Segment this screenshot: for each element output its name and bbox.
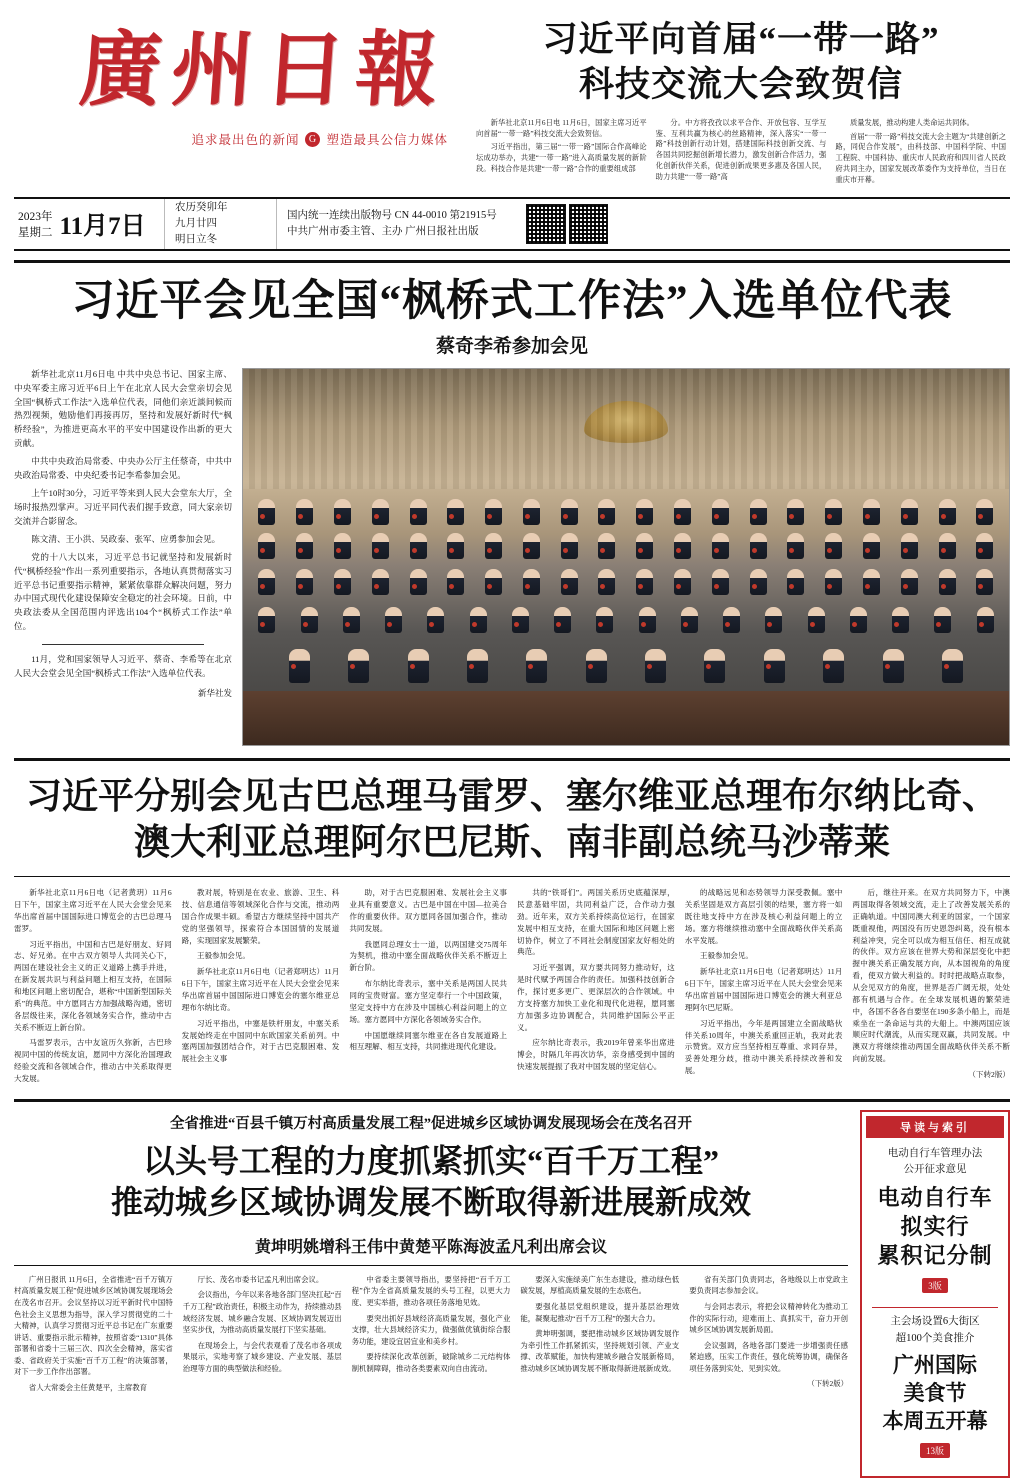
lead-headline-line1: 习近平向首届“一带一路”	[542, 20, 940, 59]
qr-code-icon[interactable]	[526, 204, 566, 244]
story1-para-5: 党的十八大以来，习近平总书记就坚持和发展新时代“枫桥经验”作出一系列重要指示，各地认真贯彻落实习近平总书记重要指示精神，紧紧依靠群众解决问题，努力办中国式现代化建设保障安全稳定的社会环境。日前，中央政法委从全国范围内评选出104个“枫桥式工作法”单位。	[14, 551, 232, 632]
story3-c3-p3: 要持续深化改革创新，破除城乡二元结构体制机制障碍，推动各类要素双向自由流动。	[351, 1352, 511, 1373]
qr-code-icon-2[interactable]	[569, 204, 609, 244]
story2-column-3	[349, 887, 507, 1089]
lunar-date-block	[164, 199, 276, 249]
story2-headline-line2: 澳大利亚总理阿尔巴尼斯、南非副总统马沙蒂莱	[133, 822, 890, 863]
index-item-1-sub-line2: 公开征求意见	[903, 1164, 967, 1176]
lead-para-4: 质量发展，推动构建人类命运共同体。	[849, 117, 974, 127]
story2-c5-p4: 习近平指出，今年是两国建立全面战略伙伴关系10周年，中澳关系重回正轨，我对此表示赞赏。双方应当坚持相互尊重、求同存异，妥善处理分歧，推动中澳关系持续改善和发展。	[684, 1018, 843, 1076]
date-block	[14, 199, 164, 249]
story2-c3-p2: 我愿同总理女士一道，以两国建交75周年为契机，推动中塞全面战略伙伴关系不断迈上新台阶。	[349, 939, 508, 973]
story3-column-4	[520, 1274, 679, 1397]
issue-number: 国内统一连续出版物号 CN 44-0010 第21915号	[287, 209, 497, 221]
story2-c5-p1: 的战略远见和态势领导力深受教佩。塞中关系坚固是双方高层引领的结果，塞方将一如既往地支持中方在涉及核心利益问题上的立场。塞方将继续推动塞中全面战略伙伴关系高水平发展。	[684, 888, 843, 945]
photo-floor	[243, 691, 1009, 745]
info-bar	[14, 197, 1010, 251]
index-item-1-title-line1: 电动自行车	[877, 1185, 993, 1211]
story1-caption-text: 11月，党和国家领导人习近平、蔡奇、李希等在北京人民大会堂会见全国“枫桥式工作法”入选单位代表。	[14, 654, 232, 679]
story3-c2-p1: 厅长、茂名市委书记孟凡利出席会议。	[197, 1274, 324, 1284]
story1-body	[14, 368, 1010, 746]
story1-para-2: 中共中央政治局常委、中央办公厅主任蔡奇，中共中央政治局常委、中央纪委书记李希参加会见。	[14, 456, 232, 481]
story3-body	[14, 1265, 848, 1397]
story2-column-4	[517, 887, 675, 1089]
story2-continue-note: （下转2版）	[968, 1069, 1011, 1079]
story3-c1-p1: 广州日报讯 11月6日，全省推进“百千万镇万村高质量发展工程”促进城乡区域协调发展现场会在茂名市召开。会议坚持以习近平新时代中国特色社会主义思想为指导，深入学习贯彻党的二十大精神，认真学习贯彻习近平总书记在广东重要讲话、重要指示批示精神，按照省委“1310”具体部署和省委十三届三次、四次全会精神，落实省委、省政府关于实施“百千万工程”的决策部署，对下一步工作作出部署。	[14, 1274, 173, 1377]
story3-headline-line2: 推动城乡区域协调发展不断取得新进展新成效	[110, 1184, 751, 1221]
photo-row-3	[258, 569, 993, 595]
story3	[14, 1102, 848, 1478]
story2-c4-p3: 应尔纳比奇表示，我2019年曾来华出席进博会，时隔几年再次访华，亲身感受到中国的快速发展提振了我对中国发展的坚定信心。	[517, 1038, 675, 1072]
lead-body	[472, 118, 1010, 190]
story2-column-2	[182, 887, 340, 1089]
lead-headline	[472, 14, 1010, 108]
index-item-2-sub-line2: 超100个美食推介	[895, 1332, 975, 1344]
group-photo	[242, 368, 1010, 746]
masthead-logo-block	[14, 14, 466, 148]
story2-headline	[14, 761, 1010, 877]
story3-c5-p3: 会议强调，各地各部门要进一步增强责任感紧迫感，压实工作责任，强化统筹协调，确保各项任务落到实处、见到实效。	[689, 1340, 848, 1373]
index-item-2-title-line1: 广州国际	[893, 1352, 977, 1377]
story3-headline-line1: 以头号工程的力度抓紧抓实“百千万工程”	[142, 1142, 719, 1179]
lead-column-1	[476, 118, 647, 190]
story2-c1-p2: 习近平指出，中国和古巴是好朋友、好同志、好兄弟。在中古双方领导人共同关心下，两国在建设社会主义的正义道路上携手并进，在新发展共识与利益问题上相互支持，在国际和地区问题上密切配合，堪称“中国新型国际关系”的典范。中方愿同古方加强战略沟通，密切各层级往来，深化各领域务实合作，推动中古关系不断迈上新台阶。	[14, 939, 172, 1032]
index-item-1-title-line2: 拟实行	[900, 1214, 970, 1240]
lead-column-3	[835, 118, 1006, 190]
lead-column-2	[656, 118, 827, 190]
story1-photo-wrapper	[242, 368, 1010, 746]
story1-text-column	[14, 368, 232, 746]
photo-drape	[243, 369, 1009, 489]
story3-c4-p3: 黄坤明强调，要把推动城乡区域协调发展作为牵引性工作抓紧抓实，坚持规划引领、产业支撑、改革赋能，加快构建城乡融合发展新格局，推动城乡区域协调发展不断取得新进展新成效。	[520, 1329, 680, 1373]
story2-column-5	[685, 887, 843, 1089]
masthead	[14, 0, 1010, 189]
story2-c2-p1: 教对展，特别是在农业、旅游、卫生、科技、信息通信等领域深化合作与交流，推动两国合作成果丰硕。希望古方继续坚持中国共产党的坚强领导，探索符合本国国情的发展道路，实现国家发展繁荣。	[181, 888, 340, 945]
qr-block[interactable]	[526, 199, 612, 249]
story1-subhead: 蔡奇李希参加会见	[435, 335, 588, 357]
story3-c3-p2: 要突出抓好县域经济高质量发展，强化产业支撑，壮大县域经济实力，做强做优镇街综合服务功能，建设宜居宜业和美乡村。	[351, 1313, 511, 1346]
story3-c5-p1: 省有关部门负责同志，各地级以上市党政主要负责同志参加会议。	[689, 1274, 848, 1296]
story2-c6-p1: 后，继往开来。在双方共同努力下，中澳两国取得各领域交流，走上了改善发展关系的正确轨道。中国同澳大利亚的国家，一个国家既重视他，两国没有历史恩怨纠葛，没有根本利益冲突，完全可以成为相互信任、相互成就的伙伴。双方应该在世界大势和深层变化中把握中澳关系正确发展方向，从本国视角的角度看，使双方做大利益的。时时把战略点取参，从会见双方的角度，世界是否广阔无垠，处处都有机遇与合作。在全球发展机遇的繁荣进中，各国不各各自要坚在190多条小船上，而是乘坐在一条命运与共的大船上。中澳两国应该顺应时代潮流，从而实现双赢，共同发展。中澳双方将继续推动两国全面战略伙伴关系不断向前发展。	[852, 888, 1011, 1064]
index-item-2-title-line3: 本周五开幕	[882, 1409, 988, 1434]
publisher-info: 中共广州市委主管、主办 广州日报社出版	[287, 226, 479, 238]
index-item-2-title[interactable]	[870, 1351, 1000, 1435]
story2-c5-p2: 王毅参加会见。	[699, 951, 754, 961]
index-item-1-title[interactable]	[870, 1183, 1000, 1270]
story2-body	[14, 877, 1010, 1089]
index-box-title: 导读与索引	[866, 1116, 1004, 1138]
year-label: 2023年	[18, 211, 53, 224]
issue-info-block	[276, 199, 526, 249]
index-item-2-title-line2: 美食节	[903, 1381, 967, 1406]
story2-c4-p2: 习近平强调，双方要共同努力推动好，这是时代赋予两国合作的责任。加强科技创新合作，探讨更多更广、更深层次的合作领域。中方支持塞方加快工业化和现代化进程，愿同塞方加强多边协调配合，共同维护国际公平正义。	[517, 963, 675, 1032]
photo-row-2	[258, 533, 993, 559]
lunar-line-3: 明日立冬	[175, 234, 217, 246]
photo-row-4	[258, 607, 993, 633]
story1-headline: 习近平会见全国“枫桥式工作法”入选单位代表	[71, 278, 953, 326]
story3-c5-p2: 与会同志表示，将把会议精神转化为推动工作的实际行动，迎难而上、真抓实干，奋力开创城乡区域协调发展新局面。	[689, 1302, 848, 1335]
photo-row-1	[258, 499, 993, 525]
story3-c4-p2: 要强化基层党组织建设，提升基层治理效能，凝聚起推动“百千万工程”的强大合力。	[520, 1302, 680, 1323]
story2-c3-p4: 中国愿继续同塞尔维亚在各自发展道路上相互理解、相互支持，共同推进现代化建设。	[349, 1030, 508, 1052]
index-item-2-page-badge[interactable]: 13版	[920, 1443, 950, 1458]
story3-subhead: 黄坤明姚增科王伟中黄楚平陈海波孟凡利出席会议	[254, 1238, 607, 1256]
story3-column-5	[689, 1274, 848, 1397]
masthead-slogan	[14, 130, 466, 148]
lead-headline-line2: 科技交流大会致贺信	[578, 64, 903, 104]
index-divider	[872, 1307, 998, 1308]
story2-column-6	[852, 887, 1010, 1089]
story2-c4-p1: 共的“铁哥们”。两国关系历史底蕴深厚，民意基础牢固，共同利益广泛，合作动力强劲。近年来，双方关系持续高位运行，在国家发展中相互支持，在重大国际和地区问题上密切协作，树立了不同社会制度国家友好相处的典范。	[517, 888, 675, 957]
story3-column-1	[14, 1274, 173, 1397]
story3-continue-note: （下转2版）	[807, 1379, 848, 1389]
lead-para-1: 新华社北京11月6日电 11月6日，国家主席习近平向首届“一带一路”科技交流大会致贺信。	[476, 117, 647, 138]
story2-c1-p1: 新华社北京11月6日电（记者黄玥）11月6日下午，国家主席习近平在人民大会堂会见来华出席首届中国国际进口博览会的古巴总理马雷罗。	[14, 888, 172, 933]
masthead-lead-story	[466, 14, 1010, 189]
story3-kicker: 全省推进“百县千镇万村高质量发展工程”促进城乡区域协调发展现场会在茂名召开	[170, 1115, 692, 1132]
story2-c3-p3: 布尔纳比奇表示，塞中关系是两国人民共同的宝贵财富。塞方坚定奉行一个中国政策，坚定支持中方在涉及中国核心利益问题上的立场。塞方愿同中方深化各领域务实合作。	[349, 979, 508, 1024]
story2-headline-line1: 习近平分别会见古巴总理马雷罗、塞尔维亚总理布尔纳比奇、	[25, 775, 998, 816]
index-item-2-sub	[870, 1314, 1000, 1347]
photo-row-5	[289, 649, 963, 683]
story3-c2-p2: 会议指出，今年以来各地各部门坚决扛起“百千万工程”政治责任，积极主动作为，持续推动县域经济发展、城乡融合发展、区域协调发展迈出坚实步伐，为推动高质量发展打下坚实基础。	[182, 1290, 342, 1335]
story2-c3-p1: 助，对于古巴克服困难、发展社会主义事业具有重要意义。古巴是中国在中国—拉美合作的重要伙伴。双方愿同各国加强合作，推动共同发展。	[349, 888, 508, 933]
story3-c1-p2: 省人大常委会主任黄楚平，主席教育	[28, 1382, 148, 1392]
story2-c2-p2: 王毅参加会见。	[196, 951, 251, 961]
slogan-right: 塑造最具公信力媒体	[326, 133, 448, 148]
story1-credit: 新华社发	[197, 688, 232, 699]
brand-mark-icon: G	[305, 132, 320, 147]
story1-para-4: 陈文清、王小洪、吴政泰、张军、应勇参加会见。	[31, 533, 221, 544]
index-item-1-sub	[870, 1146, 1000, 1179]
lead-para-3: 分。中方将孜孜以求平合作、开放包容、互学互鉴、互利共赢为核心的丝路精神，深入落实“一带一路”科技创新行动计划，搭建国际科技创新交流、与各国共同挖掘创新增长潜力，激发创新合作活力，强化创新伙伴关系，促进创新成果更多惠及各国人民，助力共建“一带一路”高	[655, 117, 827, 182]
story2-c1-p3: 马雷罗表示，古中友谊历久弥新，古巴珍视同中国的传统友谊，愿同中方深化治国理政经验交流和各领域合作，推动古中关系取得更大发展。	[14, 1038, 172, 1083]
lead-para-2: 习近平指出，第三届“一带一路”国际合作高峰论坛成功举办，共建“一带一路”进入高质量发展的新阶段。科技合作是共建“一带一路”合作的重要组成部	[476, 142, 647, 174]
story1-para-3: 上午10时30分，习近平等来到人民大会堂东大厅，全场时报热烈掌声。习近平同代表们握手致意，同大家亲切交流并合影留念。	[14, 488, 232, 526]
index-item-1-page-badge[interactable]: 3版	[922, 1278, 948, 1293]
lunar-line-2: 九月廿四	[175, 218, 217, 230]
story2-c5-p3: 新华社北京11月6日电（记者郑明达）11月6日下午，国家主席习近平在人民大会堂会见来华出席首届中国国际进口博览会的澳大利亚总理阿尔巴尼斯。	[684, 967, 843, 1012]
lead-para-5: 首届“一带一路”科技交流大会主题为“共建创新之路，同促合作发展”，由科技部、中国科学院、中国工程院、中国科协、重庆市人民政府和四川省人民政府共同主办，国家发展改革委作为支持单位，当日在重庆市开幕。	[835, 131, 1007, 185]
story2-c2-p4: 习近平指出，中塞是铁杆朋友，中塞关系发展始终走在中国同中东欧国家关系前列。中塞两国加强团结合作，对于古巴克服困难、发展社会主义事	[181, 1018, 340, 1064]
newspaper-logo: 廣州日報	[76, 25, 451, 116]
story2-column-1	[14, 887, 172, 1089]
date-label: 11月7日	[59, 213, 146, 241]
story3-column-2	[183, 1274, 342, 1397]
story3-c2-p3: 在现场会上，与会代表观看了茂名市各项成果展示，实地考察了城乡建设、产业发展、基层治理等方面的典型做法和经验。	[182, 1340, 342, 1373]
story1-para-1: 新华社北京11月6日电 中共中央总书记、国家主席、中央军委主席习近平6日上午在北京人民大会堂亲切会见全国“枫桥式工作法”入选单位代表，同他们亲近談间候而热烈视频，勉励他们再接再厉，坚持和发展好新时代“枫桥经验”，为推进更高水平的平安中国建设作出新的更大贡献。	[14, 368, 232, 449]
weekday-label: 星期二	[18, 227, 53, 240]
story1-inner-divider	[42, 644, 204, 645]
story3-c4-p1: 要深入实施绿美广东生态建设，推动绿色低碳发展，厚植高质量发展的生态底色。	[520, 1274, 680, 1296]
index-item-1-sub-line1: 电动自行车管理办法	[887, 1147, 983, 1159]
story3-c3-p1: 中省委主要领导指出，要坚持把“百千万工程”作为全省高质量发展的头号工程，以更大力度、更实举措，推动各项任务落地见效。	[351, 1274, 511, 1308]
story3-column-3	[352, 1274, 511, 1397]
lunar-line-1: 农历癸卯年	[175, 201, 228, 213]
index-item-2-sub-line1: 主会场设置6大街区	[890, 1316, 980, 1328]
story2-c2-p3: 新华社北京11月6日电（记者郑明达）11月6日下午，国家主席习近平在人民大会堂会见来华出席首届中国国际进口博览会的塞尔维亚总理布尔纳比奇。	[181, 967, 340, 1012]
index-box	[860, 1110, 1010, 1478]
bottom-section	[14, 1099, 1010, 1478]
story3-headline	[14, 1139, 848, 1230]
index-item-1-title-line3: 累积记分制	[877, 1243, 993, 1269]
slogan-left: 追求最出色的新闻	[191, 133, 300, 148]
